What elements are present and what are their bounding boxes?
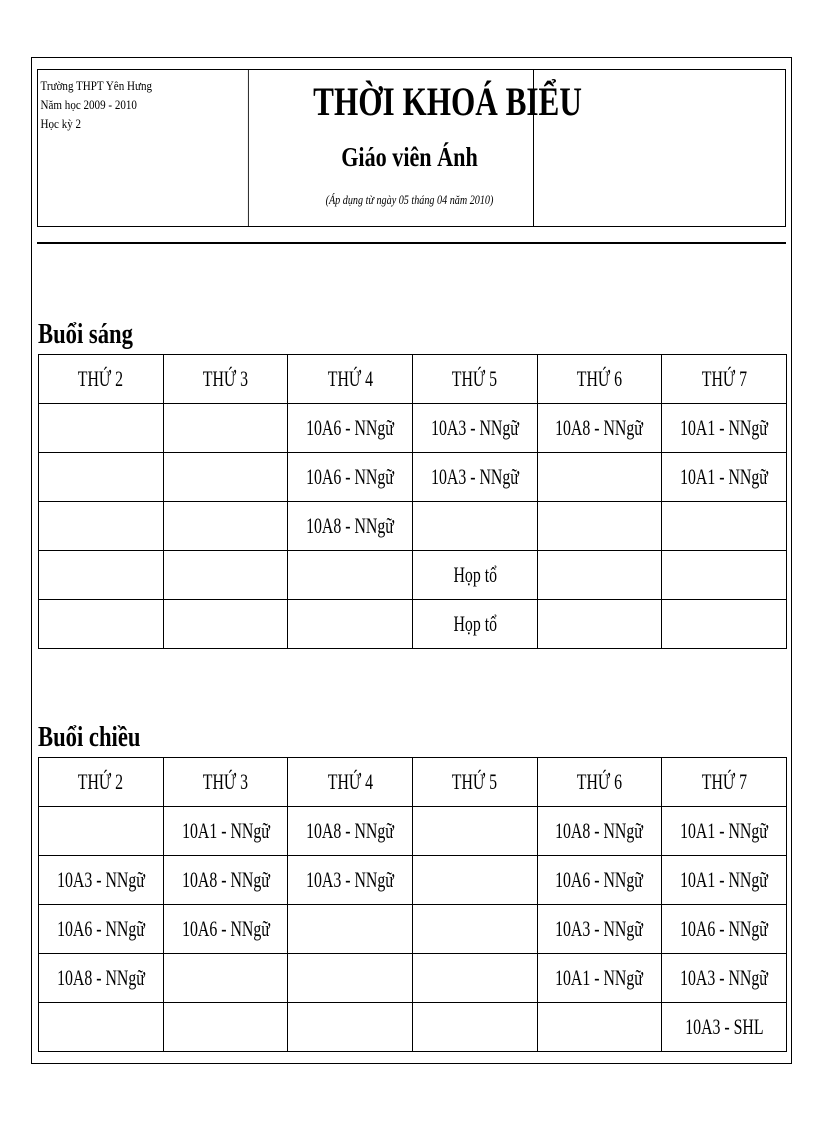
schedule-cell: 10A6 - NNgữ (288, 404, 413, 453)
morning-period-row (39, 453, 787, 502)
schedule-cell (39, 807, 164, 856)
schedule-cell: 10A6 - NNgữ (163, 905, 288, 954)
schedule-cell (412, 807, 537, 856)
schedule-cell: 10A3 - NNgữ (39, 856, 164, 905)
schedule-cell (662, 551, 787, 600)
page-title: THỜI KHOÁ BIỂU (313, 79, 582, 124)
schedule-cell: 10A3 - NNgữ (412, 404, 537, 453)
schedule-cell: 10A8 - NNgữ (537, 404, 662, 453)
morning-section-title: Buổi sáng (38, 318, 133, 350)
morning-schedule-table (38, 354, 787, 649)
schedule-cell: 10A1 - NNgữ (662, 807, 787, 856)
schedule-cell (39, 600, 164, 649)
schedule-cell (288, 1003, 413, 1052)
schedule-cell (39, 404, 164, 453)
schedule-cell (288, 954, 413, 1003)
schedule-cell: 10A8 - NNgữ (163, 856, 288, 905)
schedule-cell (537, 502, 662, 551)
morning-period-row (39, 502, 787, 551)
schedule-cell (662, 600, 787, 649)
schedule-cell (537, 453, 662, 502)
morning-period-row (39, 551, 787, 600)
schedule-cell: 10A3 - NNgữ (288, 856, 413, 905)
afternoon-schedule-table (38, 757, 787, 1052)
afternoon-period-row (39, 1003, 787, 1052)
afternoon-header-row (39, 758, 787, 807)
schedule-cell: 10A6 - NNgữ (39, 905, 164, 954)
schedule-cell: 10A8 - NNgữ (39, 954, 164, 1003)
schedule-cell: 10A6 - NNgữ (537, 856, 662, 905)
morning-period-row (39, 404, 787, 453)
morning-period-row (39, 600, 787, 649)
afternoon-period-row (39, 905, 787, 954)
schedule-cell (412, 856, 537, 905)
schedule-cell (412, 1003, 537, 1052)
afternoon-day-header: THỨ 7 (662, 758, 787, 807)
schedule-cell: 10A8 - NNgữ (288, 807, 413, 856)
afternoon-day-header: THỨ 3 (163, 758, 288, 807)
schedule-cell (662, 502, 787, 551)
schedule-cell (163, 404, 288, 453)
schedule-cell (39, 1003, 164, 1052)
schedule-cell: Họp tổ (412, 600, 537, 649)
morning-day-header: THỨ 5 (412, 355, 537, 404)
schedule-cell (39, 453, 164, 502)
morning-day-header: THỨ 2 (39, 355, 164, 404)
schedule-cell: 10A8 - NNgữ (288, 502, 413, 551)
schedule-cell (537, 600, 662, 649)
afternoon-period-row (39, 807, 787, 856)
school-year: Năm học 2009 - 2010 (40, 97, 137, 112)
schedule-cell: 10A1 - NNgữ (163, 807, 288, 856)
schedule-cell (288, 551, 413, 600)
afternoon-day-header: THỨ 2 (39, 758, 164, 807)
schedule-cell (39, 551, 164, 600)
afternoon-period-row (39, 954, 787, 1003)
schedule-cell (537, 551, 662, 600)
afternoon-day-header: THỨ 4 (288, 758, 413, 807)
schedule-cell: 10A8 - NNgữ (537, 807, 662, 856)
schedule-cell (288, 600, 413, 649)
schedule-cell (163, 600, 288, 649)
schedule-cell: 10A3 - SHL (662, 1003, 787, 1052)
title-block (286, 70, 582, 226)
school-info (38, 70, 249, 226)
afternoon-day-header: THỨ 5 (412, 758, 537, 807)
semester: Học kỳ 2 (40, 116, 82, 131)
schedule-cell (39, 502, 164, 551)
schedule-cell: 10A3 - NNgữ (662, 954, 787, 1003)
schedule-cell: Họp tổ (412, 551, 537, 600)
schedule-cell: 10A6 - NNgữ (662, 905, 787, 954)
schedule-cell: 10A3 - NNgữ (412, 453, 537, 502)
schedule-cell (412, 905, 537, 954)
morning-header-row (39, 355, 787, 404)
schedule-cell: 10A6 - NNgữ (288, 453, 413, 502)
afternoon-day-header: THỨ 6 (537, 758, 662, 807)
schedule-cell: 10A1 - NNgữ (537, 954, 662, 1003)
afternoon-section-title: Buổi chiều (38, 721, 141, 753)
schedule-cell (163, 551, 288, 600)
morning-day-header: THỨ 6 (537, 355, 662, 404)
schedule-cell (412, 502, 537, 551)
schedule-cell (537, 1003, 662, 1052)
header-divider (37, 242, 786, 244)
schedule-cell: 10A1 - NNgữ (662, 404, 787, 453)
schedule-cell: 10A3 - NNgữ (537, 905, 662, 954)
schedule-cell (412, 954, 537, 1003)
schedule-cell (288, 905, 413, 954)
morning-day-header: THỨ 3 (163, 355, 288, 404)
morning-day-header: THỨ 7 (662, 355, 787, 404)
schedule-cell (163, 502, 288, 551)
applied-date-note: (Áp dụng từ ngày 05 tháng 04 năm 2010) (325, 192, 494, 207)
schedule-cell: 10A1 - NNgữ (662, 453, 787, 502)
header-box (37, 69, 786, 227)
afternoon-period-row (39, 856, 787, 905)
morning-day-header: THỨ 4 (288, 355, 413, 404)
schedule-cell (163, 1003, 288, 1052)
school-name: Trường THPT Yên Hưng (40, 78, 153, 93)
schedule-cell: 10A1 - NNgữ (662, 856, 787, 905)
schedule-cell (163, 453, 288, 502)
schedule-cell (163, 954, 288, 1003)
teacher-name: Giáo viên Ánh (341, 142, 478, 172)
